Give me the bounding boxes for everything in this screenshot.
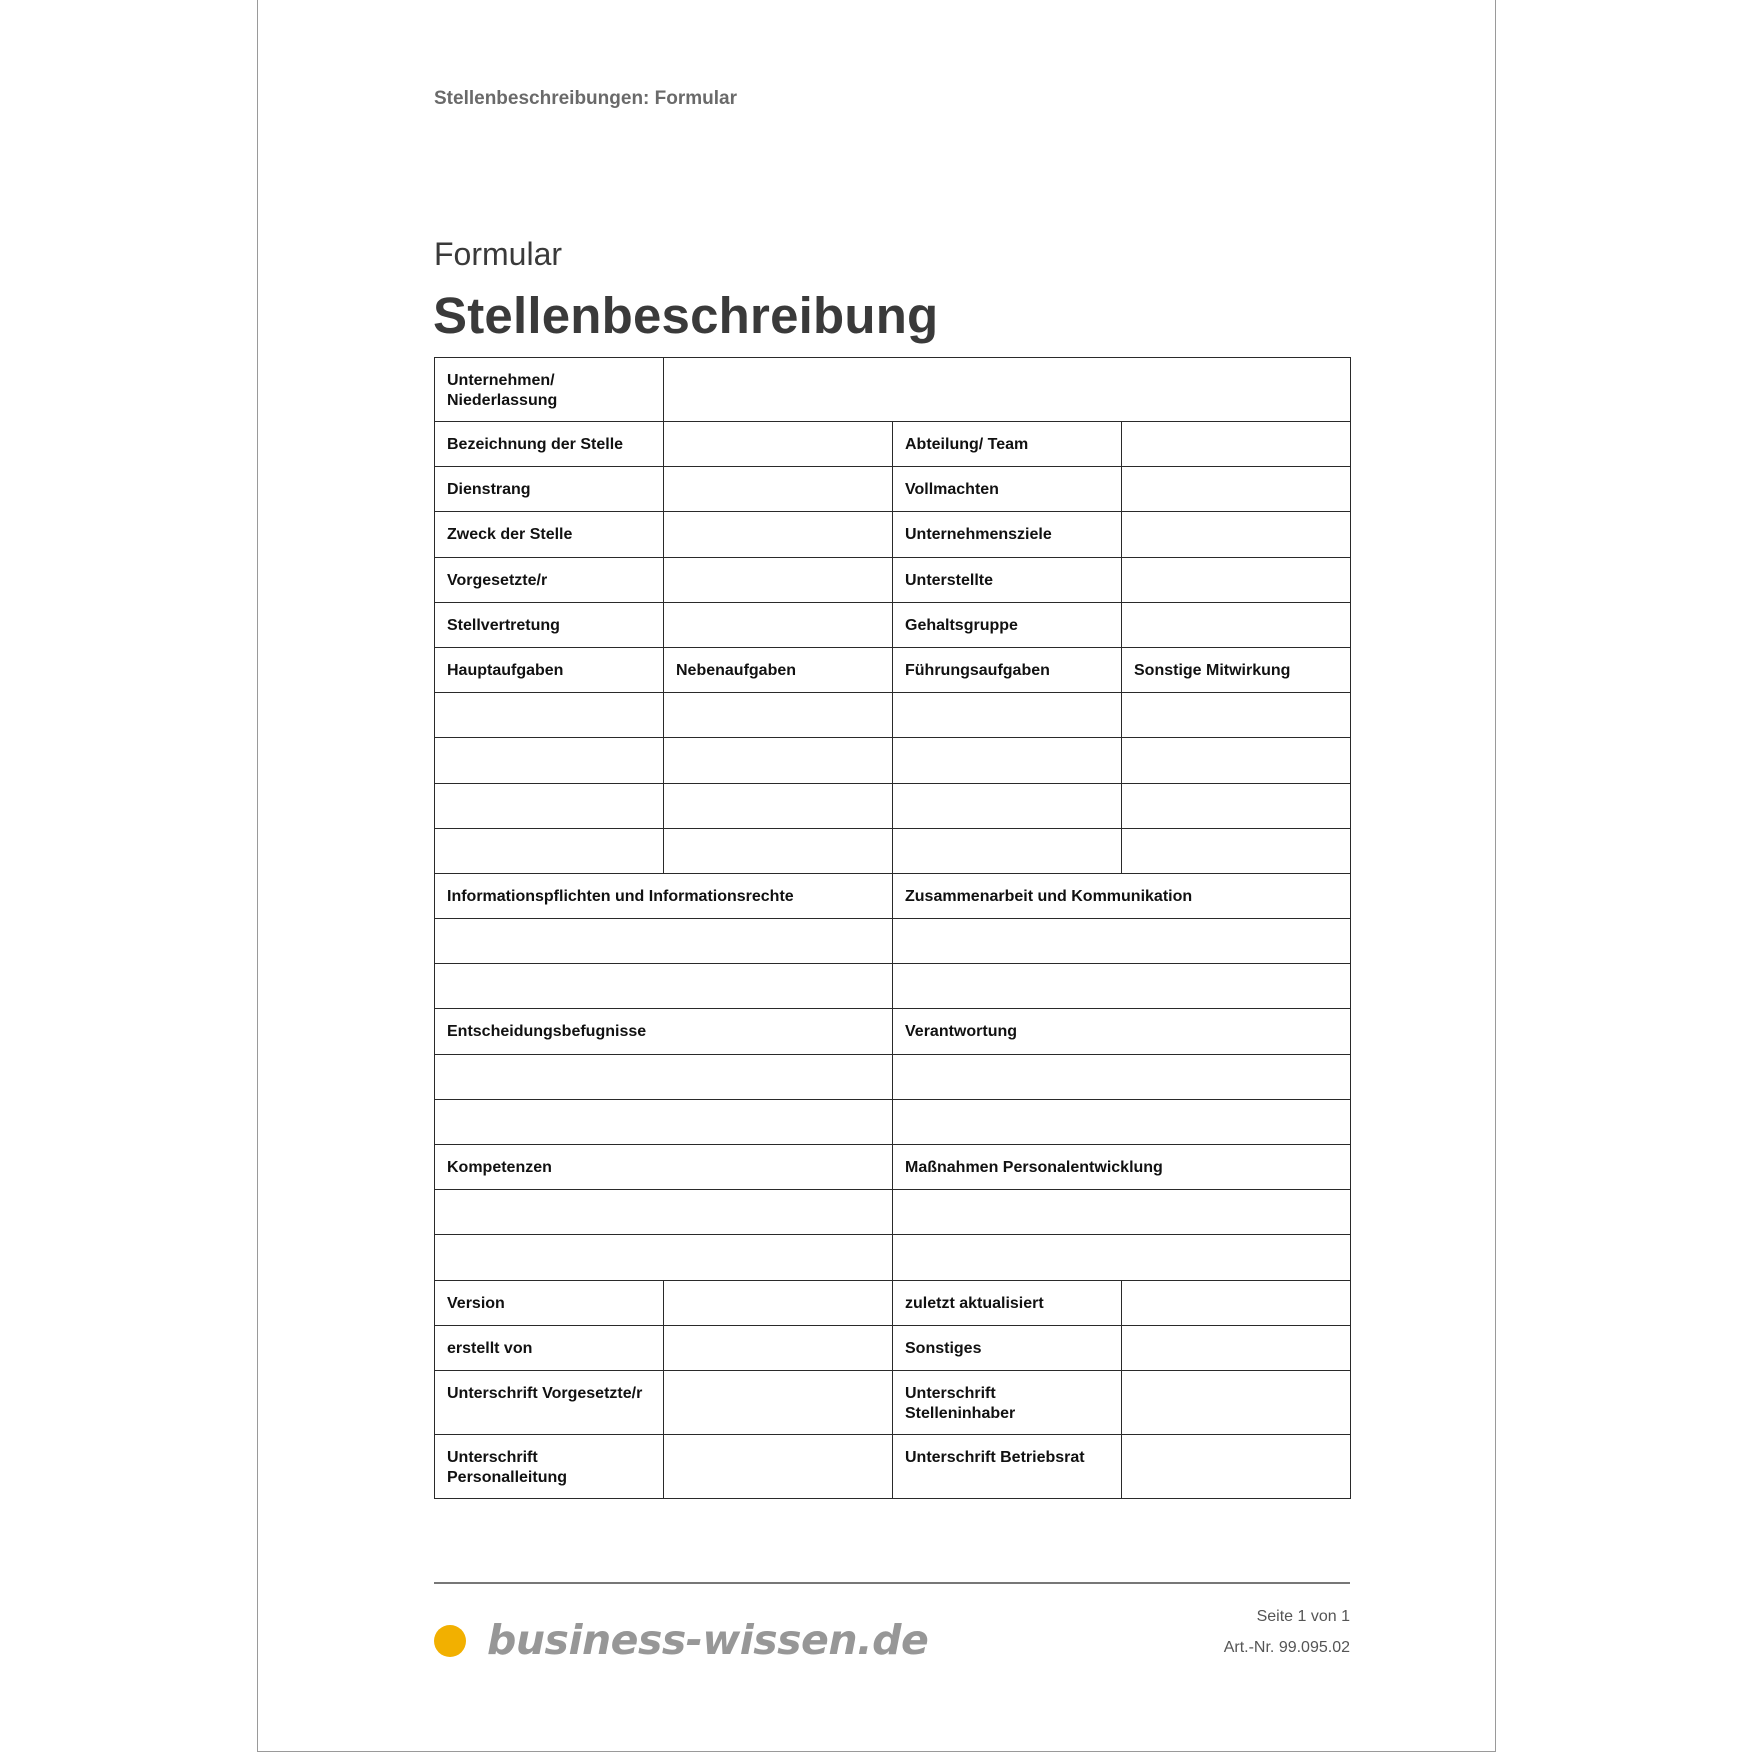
field-label: Bezeichnung der Stelle (435, 422, 664, 467)
field-input-cell[interactable] (664, 1280, 893, 1325)
form-row (435, 1235, 1351, 1280)
field-input-cell[interactable] (893, 828, 1122, 873)
field-label: Sonstiges (893, 1325, 1122, 1370)
field-input-cell[interactable] (435, 1099, 893, 1144)
page-number: Seite 1 von 1 (1256, 1608, 1350, 1625)
field-input-cell[interactable] (893, 693, 1122, 738)
document-kicker: Formular (434, 236, 563, 272)
field-input-cell[interactable] (664, 738, 893, 783)
field-input-cell[interactable] (1122, 828, 1351, 873)
field-label: Version (435, 1280, 664, 1325)
field-input-cell[interactable] (664, 1325, 893, 1370)
form-row (435, 783, 1351, 828)
field-input-cell[interactable] (893, 964, 1351, 1009)
field-input-cell[interactable] (435, 693, 664, 738)
field-input-cell[interactable] (1122, 602, 1351, 647)
field-input-cell[interactable] (435, 1054, 893, 1099)
form-row (435, 467, 1351, 512)
field-label: Kompetenzen (435, 1145, 893, 1190)
form-row (435, 422, 1351, 467)
field-input-cell[interactable] (893, 1235, 1351, 1280)
form-row (435, 1054, 1351, 1099)
field-label: Führungsaufgaben (893, 647, 1122, 692)
form-row (435, 1099, 1351, 1144)
field-label: Maßnahmen Personalentwicklung (893, 1145, 1351, 1190)
job-description-form (434, 357, 1351, 1499)
field-label: Entscheidungsbefugnisse (435, 1009, 893, 1054)
field-input-cell[interactable] (1122, 1434, 1351, 1498)
field-input-cell[interactable] (664, 828, 893, 873)
logo-dot-icon (434, 1625, 466, 1657)
field-label: Unternehmensziele (893, 512, 1122, 557)
field-input-cell[interactable] (664, 602, 893, 647)
field-label: Hauptaufgaben (435, 647, 664, 692)
form-row (435, 738, 1351, 783)
form-row (435, 1280, 1351, 1325)
running-header: Stellenbeschreibungen: Formular (434, 88, 737, 109)
field-label: Nebenaufgaben (664, 647, 893, 692)
field-input-cell[interactable] (664, 467, 893, 512)
form-row (435, 828, 1351, 873)
field-input-cell[interactable] (664, 783, 893, 828)
form-row (435, 358, 1351, 422)
form-row (435, 919, 1351, 964)
field-label: Stellvertretung (435, 602, 664, 647)
field-label: Vollmachten (893, 467, 1122, 512)
article-number: Art.-Nr. 99.095.02 (1223, 1639, 1350, 1656)
field-input-cell[interactable] (1122, 422, 1351, 467)
field-input-cell[interactable] (435, 1235, 893, 1280)
field-label: Unterschrift Vorgesetzte/r (435, 1370, 664, 1434)
field-label: zuletzt aktualisiert (893, 1280, 1122, 1325)
field-input-cell[interactable] (664, 693, 893, 738)
form-row (435, 1325, 1351, 1370)
field-input-cell[interactable] (664, 557, 893, 602)
field-input-cell[interactable] (1122, 467, 1351, 512)
field-input-cell[interactable] (435, 783, 664, 828)
field-input-cell[interactable] (435, 738, 664, 783)
form-row (435, 647, 1351, 692)
form-row (435, 1434, 1351, 1498)
field-input-cell[interactable] (435, 919, 893, 964)
field-input-cell[interactable] (893, 1099, 1351, 1144)
field-input-cell[interactable] (1122, 738, 1351, 783)
field-input-cell[interactable] (435, 964, 893, 1009)
field-input-cell[interactable] (664, 512, 893, 557)
field-input-cell[interactable] (1122, 1325, 1351, 1370)
form-row (435, 557, 1351, 602)
field-input-cell[interactable] (893, 1054, 1351, 1099)
field-label: erstellt von (435, 1325, 664, 1370)
field-input-cell[interactable] (1122, 1280, 1351, 1325)
form-row (435, 512, 1351, 557)
field-input-cell[interactable] (1122, 1370, 1351, 1434)
field-label: Unterstellte (893, 557, 1122, 602)
field-label: Unternehmen/ Niederlassung (435, 358, 664, 422)
field-input-cell[interactable] (893, 919, 1351, 964)
field-input-cell[interactable] (1122, 557, 1351, 602)
field-input-cell[interactable] (664, 422, 893, 467)
field-label: Abteilung/ Team (893, 422, 1122, 467)
field-input-cell[interactable] (664, 1370, 893, 1434)
field-input-cell[interactable] (893, 1190, 1351, 1235)
brand-logo: business-wissen.de (487, 1616, 929, 1664)
field-label: Unterschrift Personalleitung (435, 1434, 664, 1498)
form-row (435, 1145, 1351, 1190)
field-input-cell[interactable] (664, 358, 1351, 422)
field-label: Verantwortung (893, 1009, 1351, 1054)
document-title: Stellenbeschreibung (433, 287, 939, 344)
field-input-cell[interactable] (1122, 783, 1351, 828)
form-row (435, 602, 1351, 647)
field-input-cell[interactable] (893, 738, 1122, 783)
field-input-cell[interactable] (1122, 693, 1351, 738)
field-input-cell[interactable] (893, 783, 1122, 828)
field-label: Unterschrift Stelleninhaber (893, 1370, 1122, 1434)
field-label: Zweck der Stelle (435, 512, 664, 557)
form-row (435, 964, 1351, 1009)
field-label: Informationspflichten und Informationsrechte (435, 873, 893, 918)
field-input-cell[interactable] (1122, 512, 1351, 557)
footer-divider (434, 1582, 1350, 1584)
form-row (435, 1190, 1351, 1235)
field-input-cell[interactable] (435, 828, 664, 873)
form-row (435, 1370, 1351, 1434)
form-row (435, 693, 1351, 738)
field-input-cell[interactable] (664, 1434, 893, 1498)
field-label: Unterschrift Betriebsrat (893, 1434, 1122, 1498)
field-label: Dienstrang (435, 467, 664, 512)
field-label: Gehaltsgruppe (893, 602, 1122, 647)
field-label: Vorgesetzte/r (435, 557, 664, 602)
form-row (435, 873, 1351, 918)
field-label: Zusammenarbeit und Kommunikation (893, 873, 1351, 918)
field-input-cell[interactable] (435, 1190, 893, 1235)
field-label: Sonstige Mitwirkung (1122, 647, 1351, 692)
form-row (435, 1009, 1351, 1054)
